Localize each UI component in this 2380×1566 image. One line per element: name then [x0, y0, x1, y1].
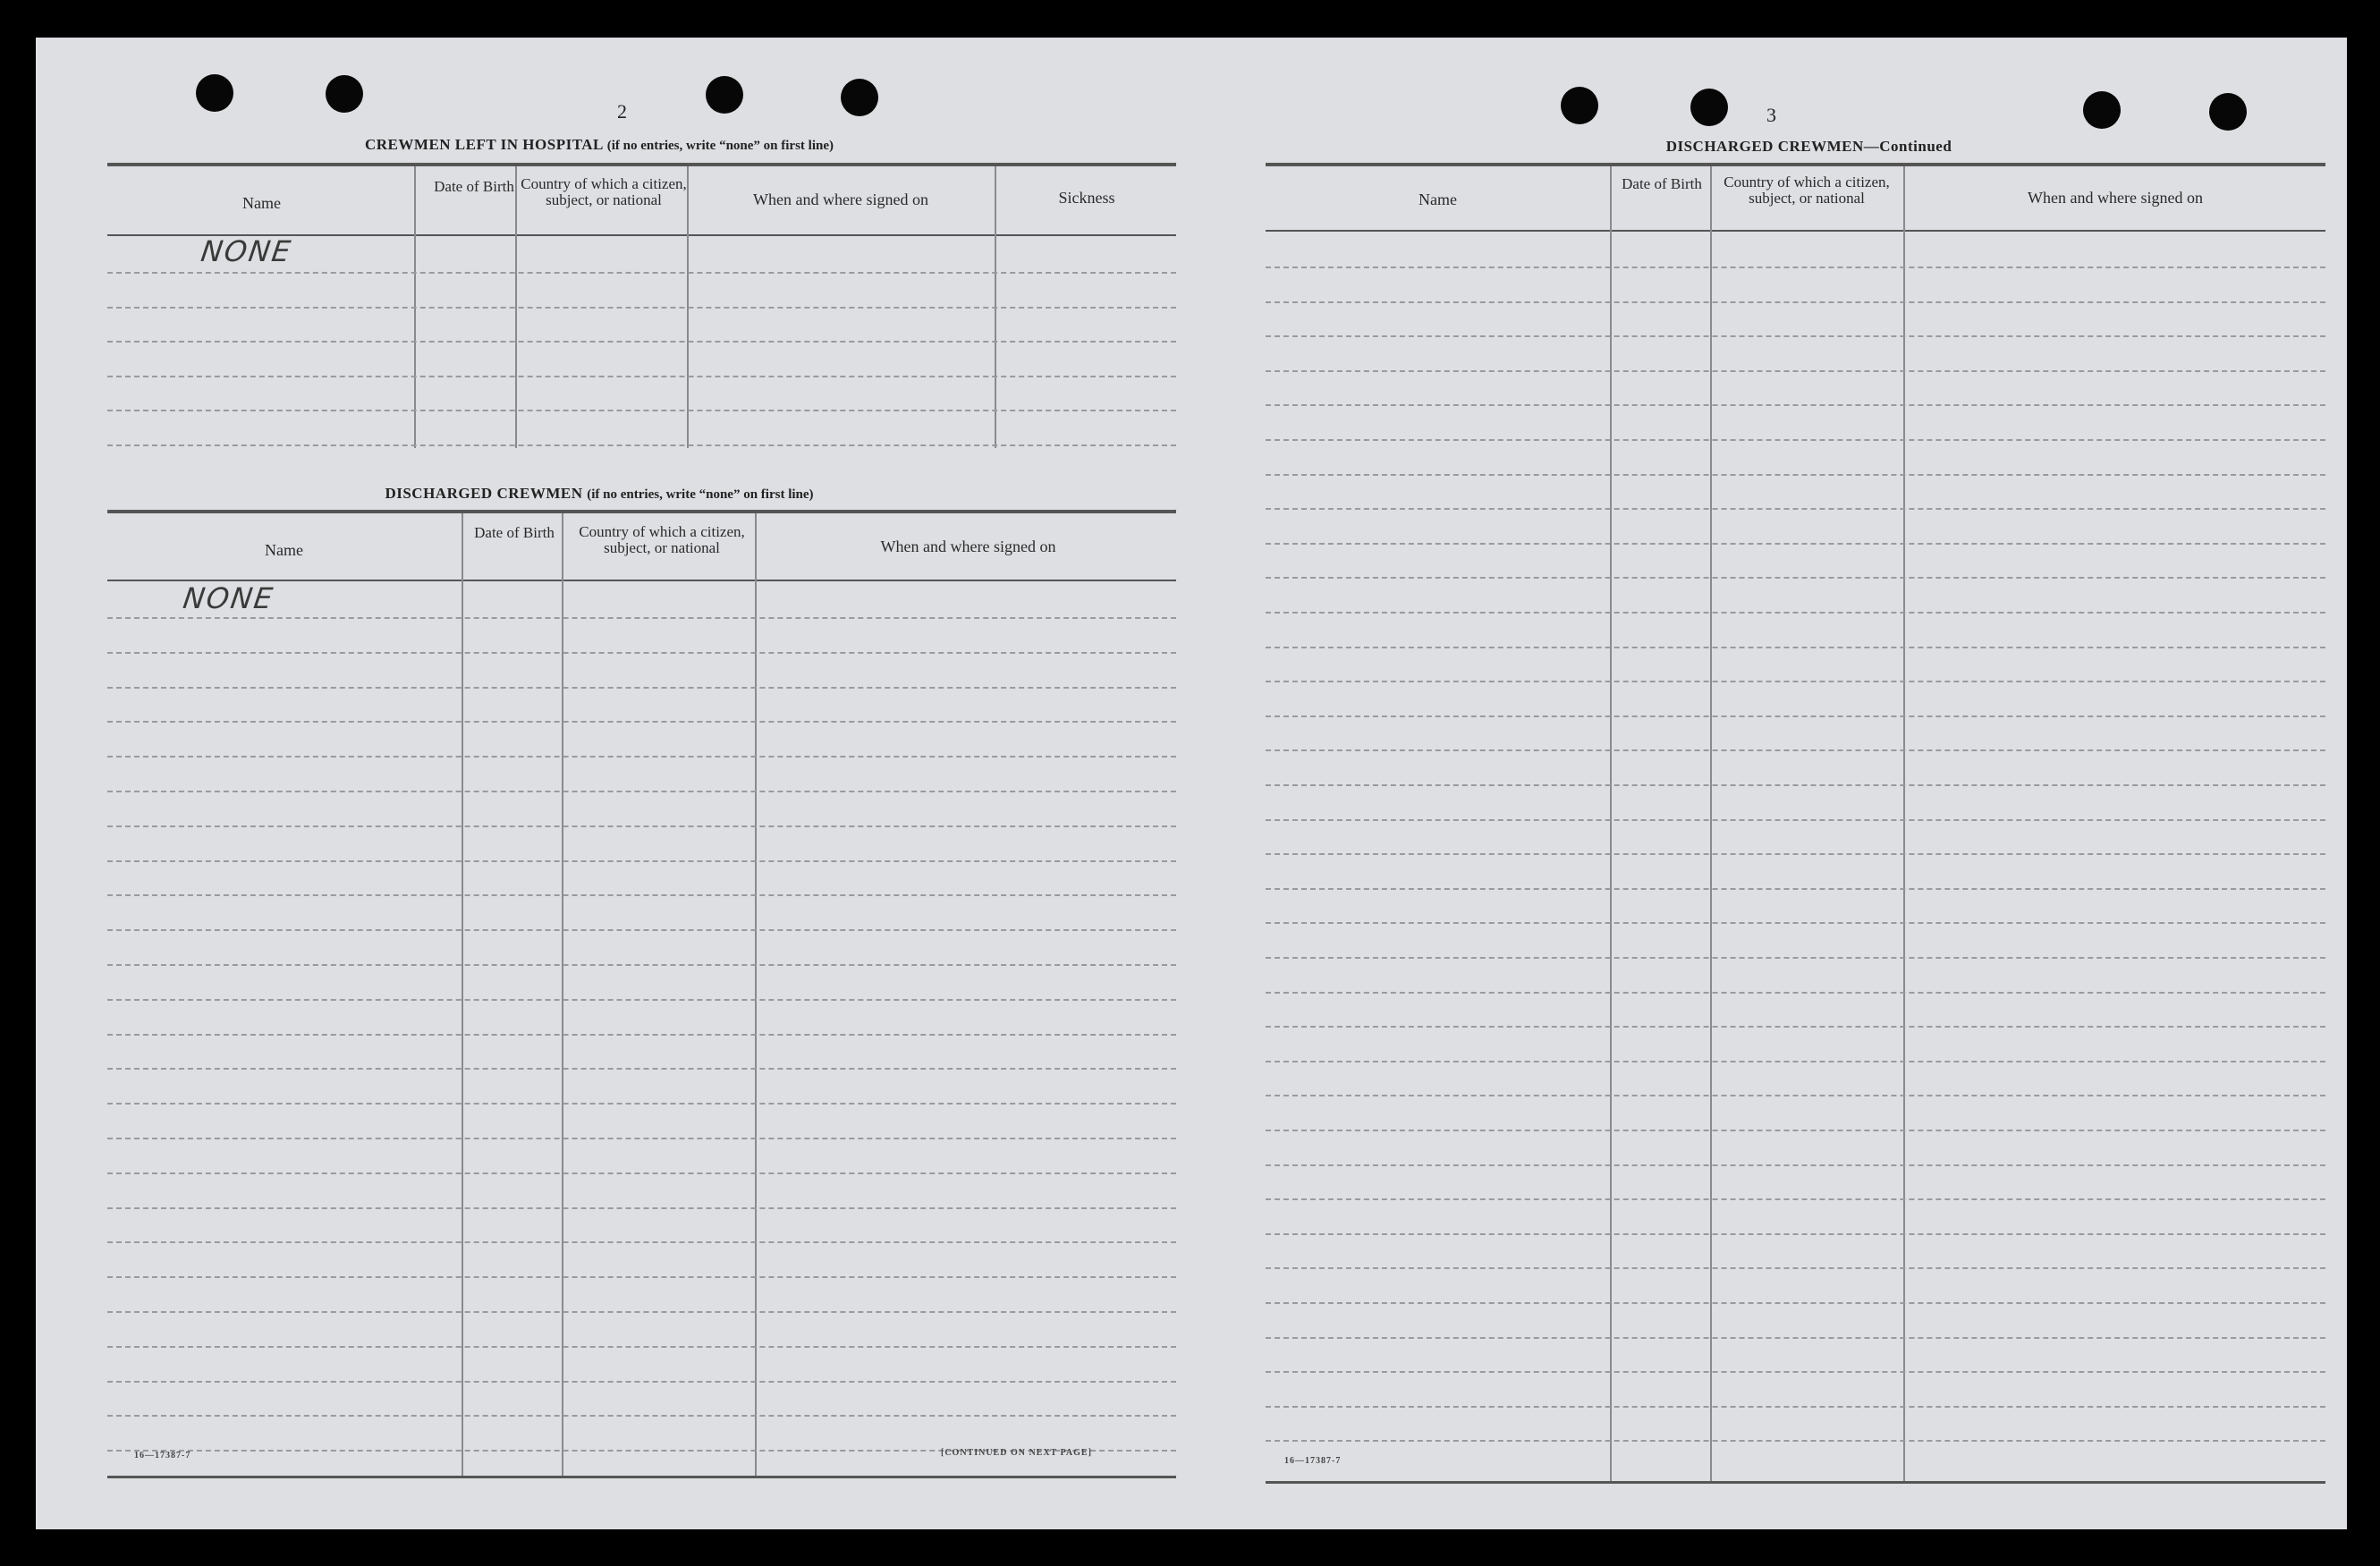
entry-line — [1266, 1095, 2325, 1096]
entry-line — [107, 860, 1176, 862]
discharged-col-divider — [562, 513, 563, 1476]
entry-line — [1266, 370, 2325, 372]
left-form-number: 16—17387-7 — [134, 1451, 191, 1460]
entry-line — [107, 1034, 1176, 1036]
entry-line — [1266, 647, 2325, 648]
right-col-dob: Date of Birth — [1622, 175, 1702, 192]
right-section-title: DISCHARGED CREWMEN—Continued — [1665, 138, 1952, 155]
entry-line — [107, 1068, 1176, 1070]
hospital-instruction: (if no entries, write “none” on first line) — [606, 139, 834, 153]
entry-line — [1266, 335, 2325, 337]
entry-line — [107, 1241, 1176, 1243]
entry-line — [107, 721, 1176, 723]
discharged-table-top-rule — [107, 510, 1176, 513]
right-col-country: Country of which a citizen, subject, or national — [1724, 174, 1890, 207]
right-col-signed: When and where signed on — [2028, 189, 2203, 207]
entry-line — [107, 1172, 1176, 1174]
discharged-col-name: Name — [265, 541, 303, 559]
entry-line — [1266, 508, 2325, 510]
form-sheet — [36, 38, 2347, 1529]
entry-line — [1266, 301, 2325, 303]
right-table-top-rule — [1266, 163, 2325, 166]
discharged-section-title — [107, 485, 1091, 503]
right-col-divider — [1610, 166, 1612, 1481]
entry-line — [107, 756, 1176, 758]
page-number-right: 3 — [1766, 104, 1776, 126]
entry-line — [1266, 404, 2325, 406]
hospital-col-signed: When and where signed on — [753, 190, 928, 208]
punch-hole — [196, 74, 233, 112]
entry-line — [1266, 577, 2325, 579]
right-col-divider — [1903, 166, 1905, 1481]
entry-line — [1266, 715, 2325, 717]
discharged-instruction: (if no entries, write “none” on first line) — [587, 487, 814, 502]
right-bottom-rule — [1266, 1481, 2325, 1484]
discharged-col-signed: When and where signed on — [880, 538, 1056, 555]
entry-line — [1266, 1061, 2325, 1062]
entry-line — [1266, 922, 2325, 924]
entry-line — [107, 376, 1176, 377]
punch-hole — [706, 76, 743, 114]
entry-line — [1266, 1267, 2325, 1269]
entry-line — [1266, 957, 2325, 959]
hospital-col-dob: Date of Birth — [434, 178, 514, 195]
entry-line — [1266, 612, 2325, 614]
entry-line — [107, 410, 1176, 411]
right-col-name: Name — [1419, 190, 1457, 208]
page-number-left: 2 — [617, 100, 627, 123]
entry-line — [1266, 1371, 2325, 1373]
hospital-table-top-rule — [107, 163, 1176, 166]
entry-line — [107, 825, 1176, 827]
punch-hole — [1561, 87, 1598, 124]
entry-line — [1266, 1026, 2325, 1028]
entry-line — [1266, 992, 2325, 994]
entry-line — [1266, 267, 2325, 268]
entry-line — [1266, 853, 2325, 855]
entry-line — [107, 1276, 1176, 1278]
entry-line — [1266, 1198, 2325, 1200]
entry-line — [107, 964, 1176, 966]
discharged-title-text: DISCHARGED CREWMEN — [385, 485, 583, 502]
hospital-entry-handwriting: NONE — [199, 234, 294, 268]
entry-line — [107, 1346, 1176, 1348]
entry-line — [1266, 784, 2325, 786]
discharged-col-divider — [755, 513, 757, 1476]
entry-line — [107, 1103, 1176, 1105]
punch-hole — [2083, 91, 2121, 129]
discharged-col-country: Country of which a citizen, subject, or national — [579, 523, 745, 556]
hospital-col-country: Country of which a citizen, subject, or national — [521, 175, 687, 208]
punch-hole — [1690, 89, 1728, 126]
entry-line — [1266, 681, 2325, 682]
entry-line — [107, 1207, 1176, 1209]
entry-line — [1266, 1337, 2325, 1339]
entry-line — [107, 444, 1176, 446]
entry-line — [1266, 1233, 2325, 1235]
entry-line — [107, 791, 1176, 792]
entry-line — [107, 1138, 1176, 1139]
right-header-rule — [1266, 230, 2325, 232]
entry-line — [107, 652, 1176, 654]
entry-line — [107, 1311, 1176, 1313]
entry-line — [107, 1415, 1176, 1417]
entry-line — [107, 1381, 1176, 1383]
punch-hole — [326, 75, 363, 113]
entry-line — [1266, 543, 2325, 545]
entry-line — [107, 307, 1176, 309]
entry-line — [1266, 1302, 2325, 1304]
hospital-title-text: CREWMEN LEFT IN HOSPITAL — [365, 136, 603, 153]
entry-line — [1266, 1406, 2325, 1408]
entry-line — [107, 687, 1176, 689]
hospital-col-name: Name — [242, 194, 281, 212]
entry-line — [1266, 888, 2325, 890]
entry-line — [1266, 1164, 2325, 1166]
punch-hole — [2209, 93, 2247, 131]
continued-note: [CONTINUED ON NEXT PAGE] — [941, 1448, 1092, 1458]
entry-line — [107, 999, 1176, 1001]
right-form-number: 16—17387-7 — [1284, 1456, 1342, 1466]
entry-line — [1266, 439, 2325, 441]
entry-line — [1266, 819, 2325, 821]
entry-line — [107, 929, 1176, 931]
entry-line — [1266, 749, 2325, 751]
entry-line — [107, 617, 1176, 619]
discharged-col-divider — [462, 513, 463, 1476]
discharged-entry-handwriting: NONE — [181, 581, 276, 615]
entry-line — [107, 341, 1176, 343]
right-col-divider — [1710, 166, 1712, 1481]
hospital-section-title — [107, 136, 1091, 154]
entry-line — [107, 894, 1176, 896]
entry-line — [1266, 1130, 2325, 1131]
left-bottom-rule — [107, 1476, 1176, 1478]
entry-line — [1266, 474, 2325, 476]
entry-line — [1266, 1440, 2325, 1442]
hospital-col-sickness: Sickness — [1058, 189, 1115, 207]
entry-line — [107, 272, 1176, 274]
punch-hole — [841, 79, 878, 116]
discharged-col-dob: Date of Birth — [474, 524, 555, 541]
